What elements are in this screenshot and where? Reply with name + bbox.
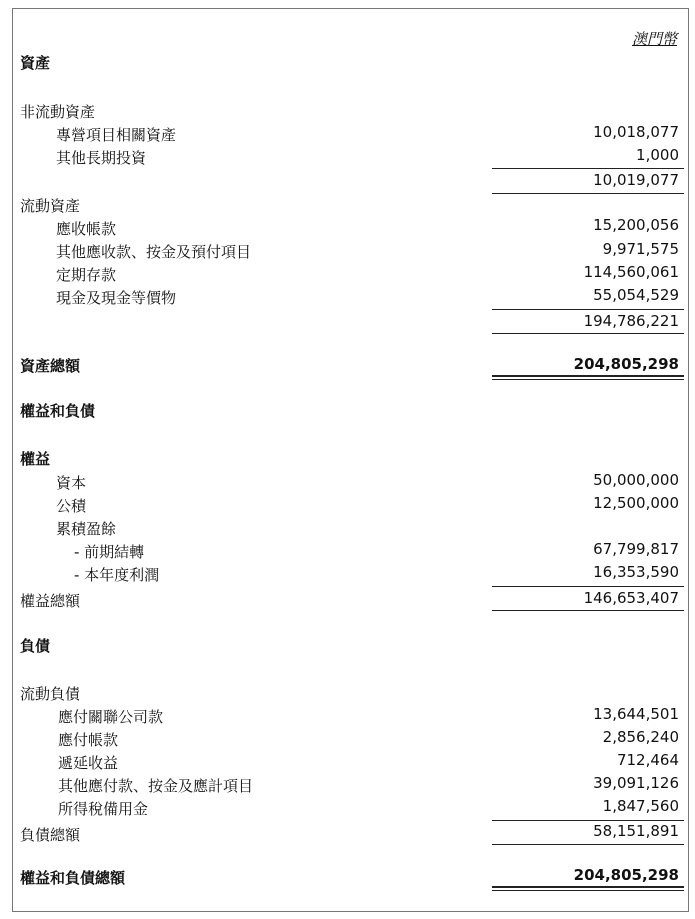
currency-label: 澳門幣	[631, 30, 677, 48]
line-item-value: 39,091,126	[593, 774, 679, 792]
grand-total-value: 204,805,298	[573, 866, 679, 884]
subtotal-rule	[492, 193, 684, 194]
line-item-label: 資本	[56, 474, 87, 492]
equity-liabilities-heading: 權益和負債	[20, 402, 96, 420]
line-item-label: - 本年度利潤	[74, 566, 160, 584]
retained-earnings-label: 累積盈餘	[56, 520, 117, 538]
line-item-label: 現金及現金等價物	[56, 289, 177, 307]
line-item-value: 1,000	[636, 146, 679, 164]
current-assets-subtotal: 194,786,221	[583, 312, 679, 330]
total-equity-label: 權益總額	[20, 592, 81, 610]
line-item-label: - 前期結轉	[74, 543, 145, 561]
total-rule	[492, 890, 684, 891]
line-item-value: 12,500,000	[593, 494, 679, 512]
subtotal-rule	[492, 333, 684, 334]
non-current-assets-heading: 非流動資產	[20, 103, 96, 121]
subtotal-rule	[492, 586, 684, 587]
line-item-value: 114,560,061	[583, 263, 679, 281]
total-rule	[492, 375, 684, 377]
line-item-value: 13,644,501	[593, 705, 679, 723]
grand-total-label: 權益和負債總額	[20, 869, 126, 887]
line-item-label: 所得稅備用金	[58, 800, 149, 818]
current-liabilities-heading: 流動負債	[20, 685, 81, 703]
line-item-value: 1,847,560	[602, 797, 679, 815]
line-item-value: 16,353,590	[593, 563, 679, 581]
line-item-label: 應付帳款	[58, 731, 119, 749]
total-assets-label: 資產總額	[20, 357, 81, 375]
line-item-value: 712,464	[616, 751, 679, 769]
line-item-label: 其他應付款、按金及應計項目	[58, 777, 254, 795]
line-item-label: 公積	[56, 497, 87, 515]
assets-heading: 資產	[20, 54, 51, 72]
line-item-label: 遞延收益	[58, 754, 119, 772]
total-liabilities-label: 負債總額	[20, 826, 81, 844]
total-assets-value: 204,805,298	[573, 355, 679, 373]
line-item-value: 67,799,817	[593, 540, 679, 558]
line-item-value: 15,200,056	[593, 216, 679, 234]
total-liabilities-value: 58,151,891	[593, 822, 679, 840]
liabilities-heading: 負債	[20, 637, 51, 655]
subtotal-rule	[492, 610, 684, 611]
subtotal-rule	[492, 844, 684, 845]
line-item-label: 其他應收款、按金及預付項目	[56, 243, 252, 261]
line-item-label: 專營項目相關資產	[56, 126, 177, 144]
line-item-value: 55,054,529	[593, 286, 679, 304]
total-equity-value: 146,653,407	[583, 589, 679, 607]
line-item-label: 定期存款	[56, 266, 117, 284]
non-current-subtotal: 10,019,077	[593, 171, 679, 189]
subtotal-rule	[492, 168, 684, 169]
line-item-label: 應收帳款	[56, 220, 117, 238]
line-item-label: 應付關聯公司款	[58, 708, 164, 726]
line-item-value: 9,971,575	[602, 240, 679, 258]
line-item-value: 2,856,240	[602, 728, 679, 746]
subtotal-rule	[492, 820, 684, 821]
equity-heading: 權益	[20, 450, 51, 468]
total-rule	[492, 379, 684, 380]
total-rule	[492, 886, 684, 888]
line-item-value: 10,018,077	[593, 123, 679, 141]
line-item-value: 50,000,000	[593, 471, 679, 489]
subtotal-rule	[492, 309, 684, 310]
current-assets-heading: 流動資產	[20, 197, 81, 215]
line-item-label: 其他長期投資	[56, 149, 147, 167]
